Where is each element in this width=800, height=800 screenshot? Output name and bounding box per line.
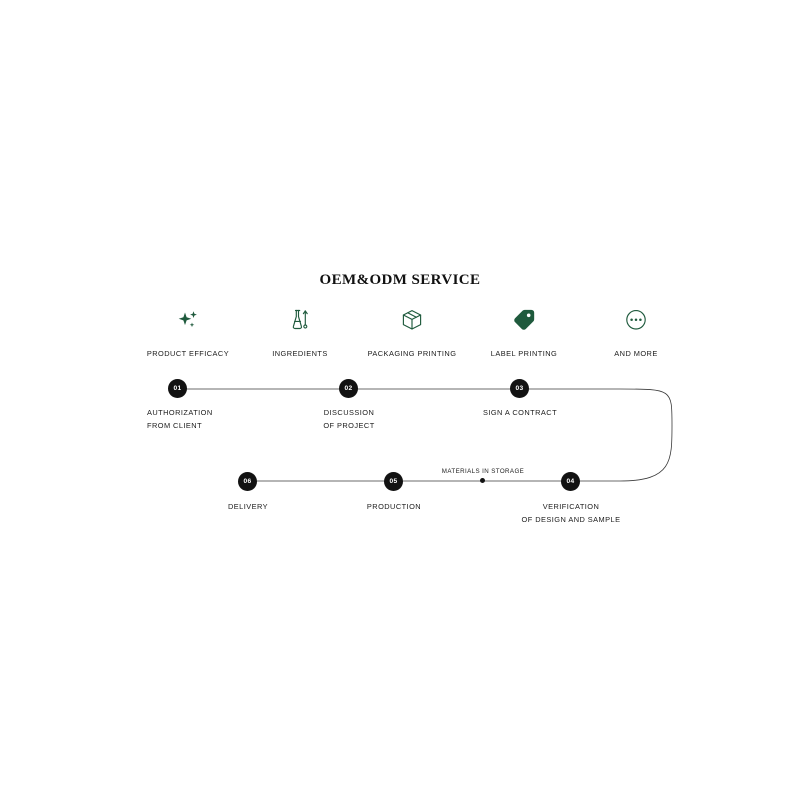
- ellipsis-circle-icon: [622, 305, 650, 335]
- timeline-node-05[interactable]: 05: [384, 472, 403, 491]
- timeline-label-04-line1: VERIFICATION: [542, 502, 600, 511]
- timeline-label-04-line2: OF DESIGN AND SAMPLE: [521, 514, 621, 524]
- timeline-label-02-line1: DISCUSSION: [323, 408, 375, 417]
- timeline-label-02: [323, 407, 374, 432]
- box-icon: [398, 305, 426, 335]
- timeline-label-05-line1: PRODUCTION: [366, 502, 422, 511]
- feature-item-and-more: [580, 305, 692, 358]
- timeline-node-06[interactable]: 06: [238, 472, 257, 491]
- feature-item-packaging-printing: [356, 305, 468, 358]
- materials-marker-dot: [480, 478, 485, 483]
- materials-marker-label: MATERIALS IN STORAGE: [441, 468, 525, 475]
- timeline-label-03: [483, 407, 557, 420]
- feature-item-label-printing: [468, 305, 580, 358]
- feature-label: INGREDIENTS: [272, 349, 328, 358]
- sparkle-icon: [174, 305, 202, 335]
- timeline-node-03[interactable]: 03: [510, 379, 529, 398]
- feature-label: PRODUCT EFFICACY: [146, 349, 230, 358]
- feature-label: AND MORE: [614, 349, 658, 358]
- timeline-label-06-line1: DELIVERY: [227, 502, 269, 511]
- timeline-node-04[interactable]: 04: [561, 472, 580, 491]
- flask-icon: [286, 305, 314, 335]
- timeline-label-04: [522, 501, 621, 526]
- timeline-label-01-line1: AUTHORIZATION: [147, 408, 213, 417]
- timeline-node-01[interactable]: 01: [168, 379, 187, 398]
- feature-item-ingredients: [244, 305, 356, 358]
- tag-icon: [510, 305, 538, 335]
- feature-row: [132, 305, 692, 358]
- feature-label: LABEL PRINTING: [490, 349, 558, 358]
- timeline-label-02-line2: OF PROJECT: [323, 420, 375, 430]
- timeline-label-03-line1: SIGN A CONTRACT: [482, 408, 558, 417]
- page-title: OEM&ODM SERVICE: [319, 272, 481, 288]
- feature-label: PACKAGING PRINTING: [367, 349, 457, 358]
- timeline-label-06: [228, 501, 268, 514]
- timeline-label-01: [147, 407, 213, 432]
- feature-item-product-efficacy: [132, 305, 244, 358]
- timeline-label-01-line2: FROM CLIENT: [147, 420, 203, 430]
- timeline-node-02[interactable]: 02: [339, 379, 358, 398]
- timeline-label-05: [367, 501, 421, 514]
